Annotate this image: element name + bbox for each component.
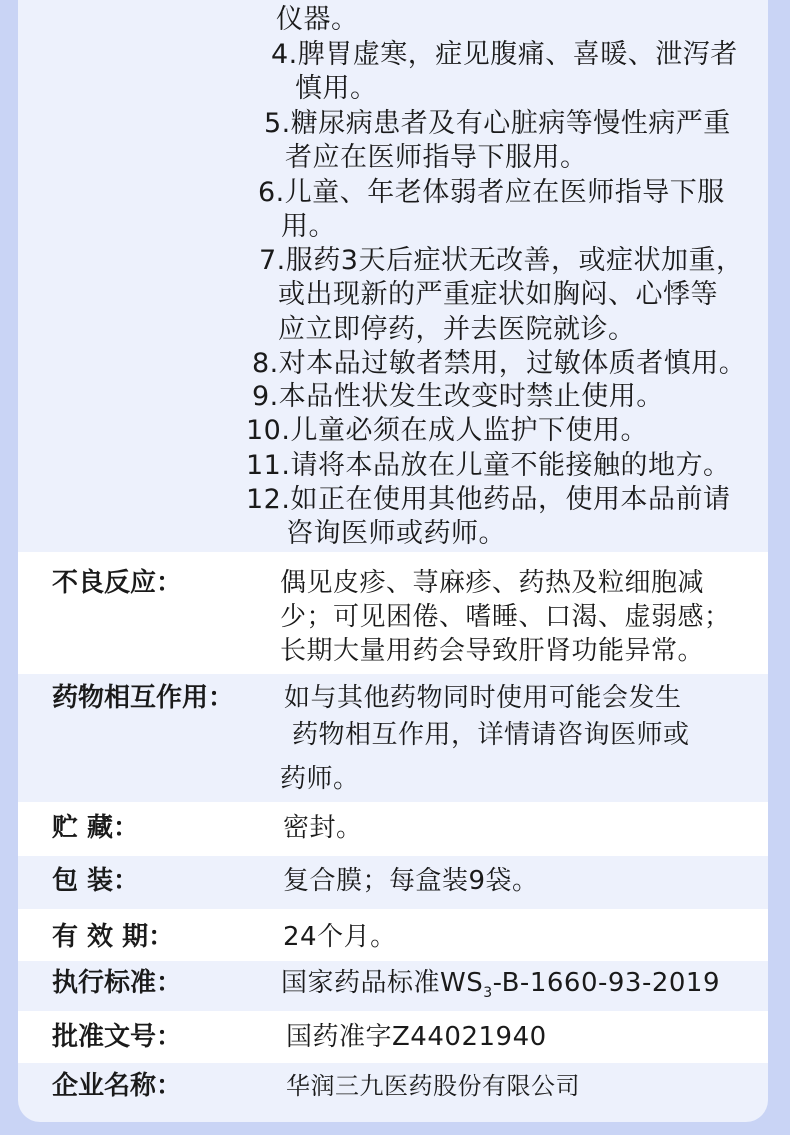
precaution-7-cont-1: 或出现新的严重症状如胸闷、心悸等: [278, 279, 718, 310]
precaution-6-cont: 用。: [281, 211, 336, 242]
precaution-9: 9.本品性状发生改变时禁止使用。: [252, 381, 664, 412]
precaution-10: 10.儿童必须在成人监护下使用。: [246, 415, 648, 446]
interaction-line-2: 药物相互作用，详情请咨询医师或: [292, 720, 690, 750]
precaution-11: 11.请将本品放在儿童不能接触的地方。: [246, 450, 731, 481]
precaution-7: 7.服药3天后症状无改善，或症状加重，: [259, 245, 744, 276]
package-value: 复合膜；每盒装9袋。: [283, 866, 539, 896]
precaution-1-line: 仪器。: [276, 4, 359, 35]
storage-label: 贮 藏：: [52, 813, 140, 843]
approval-label: 批准文号：: [52, 1022, 183, 1052]
interaction-line-1: 如与其他药物同时使用可能会发生: [284, 683, 682, 713]
adverse-line-1: 偶见皮疹、荨麻疹、药热及粒细胞减: [280, 568, 705, 598]
adverse-line-2: 少；可见困倦、嗜睡、口渴、虚弱感；: [280, 602, 731, 632]
adverse-label: 不良反应：: [52, 568, 183, 598]
approval-value: 国药准字Z44021940: [286, 1022, 547, 1052]
precaution-12-cont: 咨询医师或药师。: [286, 518, 506, 549]
precaution-7-cont-2: 应立即停药，并去医院就诊。: [278, 314, 636, 345]
validity-label: 有 效 期：: [52, 922, 175, 952]
label-card: [18, 0, 768, 1122]
company-label: 企业名称：: [52, 1071, 183, 1101]
storage-value: 密封。: [283, 813, 363, 843]
precaution-5: 5.糖尿病患者及有心脏病等慢性病严重: [264, 108, 731, 139]
precaution-4-cont: 慎用。: [295, 73, 378, 104]
standard-value: 国家药品标准$WS_3-B-1660-93-2019$: [281, 968, 720, 1001]
validity-value: 24个月。: [283, 922, 397, 952]
precaution-4: 4.脾胃虚寒，症见腹痛、喜暖、泄泻者: [271, 39, 738, 70]
precaution-12: 12.如正在使用其他药品，使用本品前请: [246, 484, 731, 515]
adverse-line-3: 长期大量用药会导致肝肾功能异常。: [280, 636, 705, 666]
precaution-6: 6.儿童、年老体弱者应在医师指导下服: [258, 177, 725, 208]
interaction-line-3: 药师。: [280, 764, 360, 794]
interaction-label: 药物相互作用：: [52, 683, 235, 713]
precaution-8: 8.对本品过敏者禁用，过敏体质者慎用。: [252, 348, 747, 379]
standard-label: 执行标准：: [52, 968, 183, 998]
precaution-5-cont: 者应在医师指导下服用。: [285, 142, 588, 173]
package-label: 包 装：: [52, 866, 140, 896]
company-value: 华润三九医药股份有限公司: [286, 1072, 580, 1100]
